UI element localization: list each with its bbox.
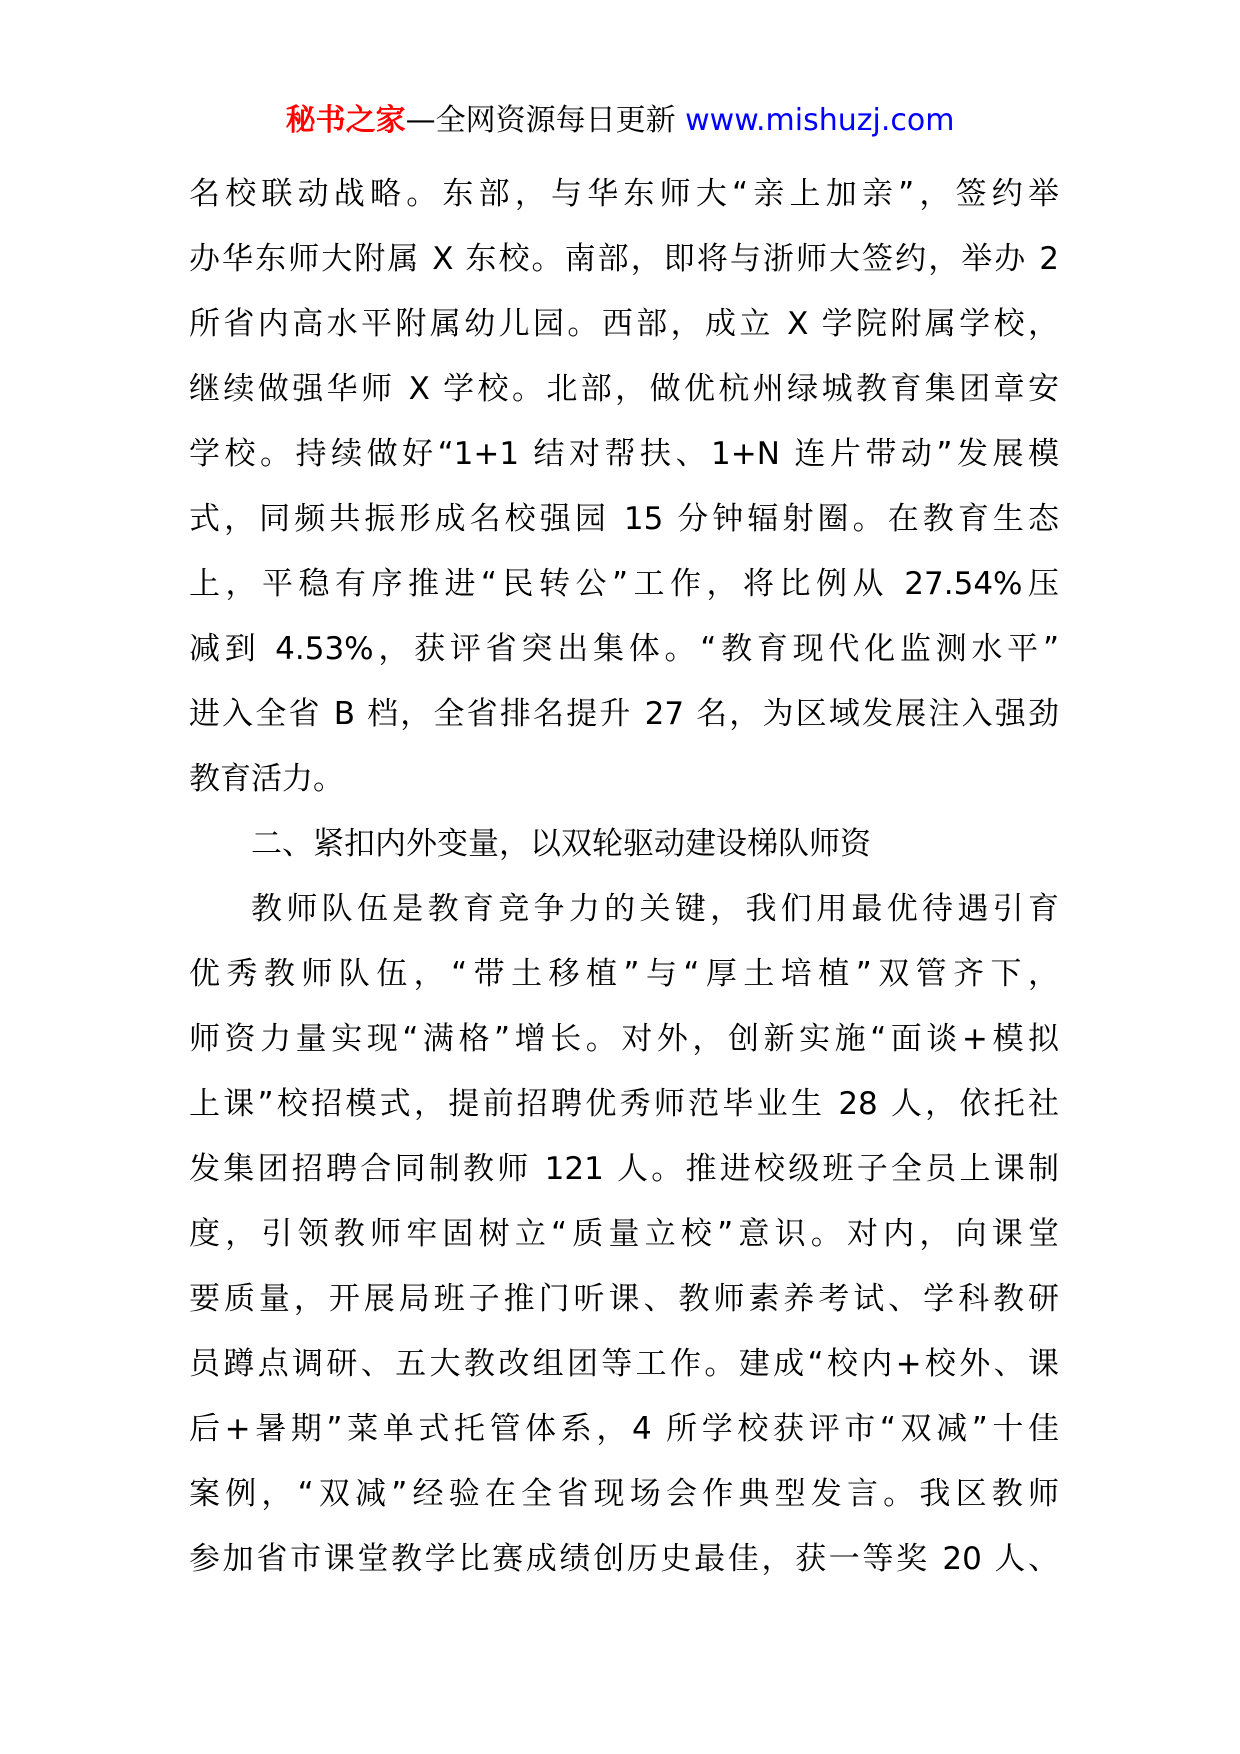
body-line: 师资力量实现“满格”增长。对外，创新实施“面谈+模拟 <box>189 1021 1059 1057</box>
body-line: 优秀教师队伍，“带土移植”与“厚土培植”双管齐下， <box>189 956 1059 992</box>
body-line: 教师队伍是教育竞争力的关键，我们用最优待遇引育 <box>251 891 1059 927</box>
body-line: 案例，“双减”经验在全省现场会作典型发言。我区教师 <box>189 1476 1059 1512</box>
site-brand: 秘书之家 <box>285 103 406 138</box>
body-line: 后+暑期”菜单式托管体系，4 所学校获评市“双减”十佳 <box>189 1411 1059 1447</box>
body-line: 上，平稳有序推进“民转公”工作，将比例从 27.54%压 <box>189 566 1059 602</box>
body-line: 参加省市课堂教学比赛成绩创历史最佳，获一等奖 20 人、 <box>189 1541 1059 1577</box>
body-line: 员蹲点调研、五大教改组团等工作。建成“校内+校外、课 <box>189 1346 1059 1382</box>
body-line: 式，同频共振形成名校强园 15 分钟辐射圈。在教育生态 <box>189 501 1059 537</box>
body-line: 度，引领教师牢固树立“质量立校”意识。对内，向课堂 <box>189 1216 1059 1252</box>
site-url-link[interactable]: www.mishuzj.com <box>685 103 955 138</box>
body-line: 继续做强华师 X 学校。北部，做优杭州绿城教育集团章安 <box>189 371 1059 407</box>
body-line: 发集团招聘合同制教师 121 人。推进校级班子全员上课制 <box>189 1151 1059 1187</box>
site-tagline: —全网资源每日更新 <box>405 103 676 138</box>
body-line: 要质量，开展局班子推门听课、教师素养考试、学科教研 <box>189 1281 1059 1317</box>
body-line: 进入全省 B 档，全省排名提升 27 名，为区域发展注入强劲 <box>189 696 1059 732</box>
body-line: 所省内高水平附属幼儿园。西部，成立 X 学院附属学校， <box>189 306 1059 342</box>
body-line: 上课”校招模式，提前招聘优秀师范毕业生 28 人，依托社 <box>189 1086 1059 1122</box>
body-line: 办华东师大附属 X 东校。南部，即将与浙师大签约，举办 2 <box>189 241 1059 277</box>
body-line: 学校。持续做好“1+1 结对帮扶、1+N 连片带动”发展模 <box>189 436 1059 472</box>
document-body <box>189 162 1059 1592</box>
section-heading: 二、紧扣内外变量，以双轮驱动建设梯队师资 <box>251 826 871 862</box>
site-header <box>0 101 1240 141</box>
body-line: 教育活力。 <box>189 761 344 797</box>
body-line: 减到 4.53%，获评省突出集体。“教育现代化监测水平” <box>189 631 1059 667</box>
body-line: 名校联动战略。东部，与华东师大“亲上加亲”，签约举 <box>189 176 1059 212</box>
